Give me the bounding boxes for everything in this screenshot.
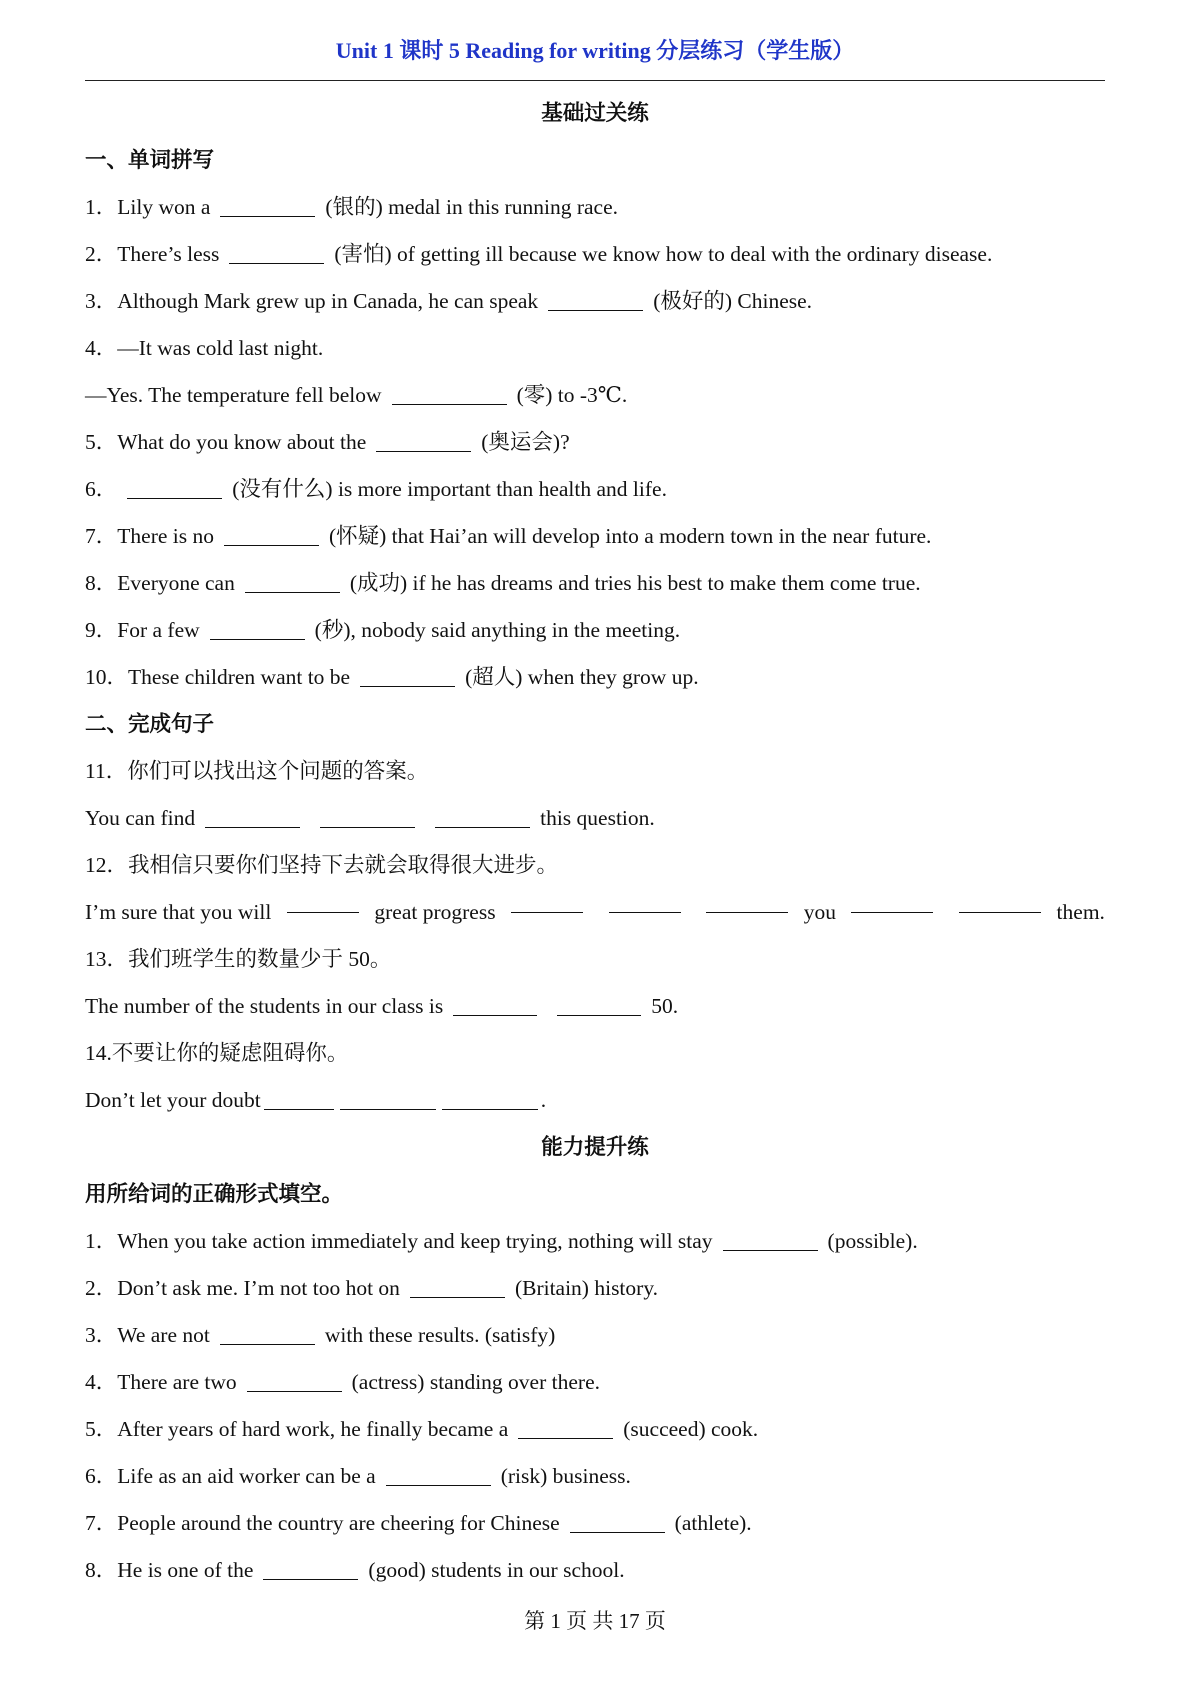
question-text: . [540,1088,547,1112]
question-number: 6． [85,1464,118,1488]
question-text: (actress) standing over there. [351,1370,600,1394]
question-text: this question. [540,806,655,830]
question-text: There’s less [117,242,220,266]
section-title-basic: 基础过关练 [541,101,649,125]
question-text: After years of hard work, he finally became a [117,1417,509,1441]
question-number: 7． [85,1511,118,1535]
question-number: 1． [85,195,118,219]
question-text: them. [1056,900,1105,924]
part3-heading: 用所给词的正确形式填空。 [85,1182,344,1206]
worksheet-body [85,90,1105,1594]
question-p2-11-cn [85,748,1105,795]
question-text: Everyone can [117,571,235,595]
answer-blank[interactable] [723,1227,818,1251]
question-p1-5 [85,419,1105,466]
chinese-prompt: 你们可以找出这个问题的答案。 [127,759,429,783]
question-text: For a few [117,618,200,642]
question-text: There are two [117,1370,237,1394]
question-text: Life as an aid worker can be a [117,1464,376,1488]
answer-blank[interactable] [264,1086,334,1110]
question-number: 1． [85,1229,118,1253]
answer-blank[interactable] [851,889,933,913]
question-p3-7 [85,1500,1105,1547]
question-number: 5． [85,1417,118,1441]
question-p3-3 [85,1312,1105,1359]
question-text: (极好的) Chinese. [653,289,813,313]
question-text: When you take action immediately and keep trying, nothing will stay [117,1229,713,1253]
answer-blank[interactable] [127,475,222,499]
question-p2-12-cn [85,842,1105,889]
question-p2-13-en [85,983,1105,1030]
document-title: Unit 1 课时 5 Reading for writing 分层练习（学生版） [335,38,855,63]
question-text: —It was cold last night. [117,336,324,360]
question-text: (Britain) history. [514,1276,659,1300]
question-text: We are not [117,1323,210,1347]
section-title-advanced: 能力提升练 [541,1135,649,1159]
answer-blank[interactable] [210,616,305,640]
answer-blank[interactable] [360,663,455,687]
question-p2-14-cn [85,1030,1105,1077]
question-number: 6． [85,477,118,501]
chinese-prompt: 我相信只要你们坚持下去就会取得很大进步。 [128,853,559,877]
question-number: 11． [85,759,128,783]
question-p3-1 [85,1218,1105,1265]
question-text: (succeed) cook. [623,1417,759,1441]
question-text: (athlete). [674,1511,752,1535]
question-p1-8 [85,560,1105,607]
question-number: 7． [85,524,118,548]
question-text: Don’t let your doubt [85,1088,261,1112]
question-text: with these results. (satisfy) [324,1323,556,1347]
answer-blank[interactable] [435,804,530,828]
answer-blank[interactable] [340,1086,436,1110]
question-number: 14. [85,1041,112,1065]
question-number: 4． [85,336,118,360]
question-text: (超人) when they grow up. [465,665,699,689]
question-text: I’m sure that you will [85,900,272,924]
question-p1-1 [85,184,1105,231]
question-text: (银的) medal in this running race. [325,195,618,219]
question-text: Lily won a [117,195,211,219]
question-number: 8． [85,571,118,595]
answer-blank[interactable] [205,804,300,828]
answer-blank[interactable] [320,804,415,828]
question-p1-2 [85,231,1105,278]
question-p3-4 [85,1359,1105,1406]
question-text: (怀疑) that Hai’an will develop into a modern town in the near future. [328,524,932,548]
answer-blank[interactable] [263,1556,358,1580]
question-text: you [803,900,836,924]
answer-blank[interactable] [557,992,641,1016]
answer-blank[interactable] [609,889,681,913]
answer-blank[interactable] [548,287,643,311]
question-text: (害怕) of getting ill because we know how to deal with the ordinary disease. [334,242,993,266]
question-p1-9 [85,607,1105,654]
question-number: 3． [85,1323,118,1347]
chinese-prompt: 我们班学生的数量少于 50。 [128,947,392,971]
question-text: —Yes. The temperature fell below [85,383,382,407]
question-text: (没有什么) is more important than health and life. [232,477,667,501]
question-number: 3． [85,289,118,313]
answer-blank[interactable] [220,1321,315,1345]
answer-blank[interactable] [392,381,507,405]
question-text: Although Mark grew up in Canada, he can speak [117,289,539,313]
answer-blank[interactable] [706,889,788,913]
question-text: There is no [117,524,214,548]
question-text: (成功) if he has dreams and tries his best to make them come true. [349,571,921,595]
question-number: 2． [85,1276,118,1300]
question-number: 5． [85,430,118,454]
question-p1-4-reply [85,372,1105,419]
answer-blank[interactable] [386,1462,491,1486]
question-p3-8 [85,1547,1105,1594]
answer-blank[interactable] [376,428,471,452]
answer-blank[interactable] [287,889,359,913]
question-text: (零) to -3℃. [516,383,628,407]
answer-blank[interactable] [245,569,340,593]
question-p2-12-en [85,889,1105,936]
chinese-prompt: 不要让你的疑虑阻碍你。 [111,1041,349,1065]
question-p1-10 [85,654,1105,701]
question-number: 9． [85,618,118,642]
answer-blank[interactable] [518,1415,613,1439]
question-number: 2． [85,242,118,266]
question-text: (秒), nobody said anything in the meeting. [314,618,681,642]
question-p1-3 [85,278,1105,325]
answer-blank[interactable] [220,193,315,217]
question-text: What do you know about the [117,430,367,454]
question-number: 10． [85,665,129,689]
answer-blank[interactable] [247,1368,342,1392]
question-number: 12． [85,853,129,877]
part2-heading: 二、完成句子 [85,712,215,736]
question-text: He is one of the [117,1558,254,1582]
answer-blank[interactable] [959,889,1041,913]
question-p3-5 [85,1406,1105,1453]
question-p1-6 [85,466,1105,513]
question-p3-6 [85,1453,1105,1500]
question-p2-13-cn [85,936,1105,983]
question-text: (risk) business. [500,1464,631,1488]
answer-blank[interactable] [410,1274,505,1298]
question-p1-7 [85,513,1105,560]
question-p3-2 [85,1265,1105,1312]
header-divider [85,80,1105,81]
question-number: 13． [85,947,129,971]
question-p2-14-en [85,1077,1105,1124]
question-text: (奥运会)? [481,430,570,454]
answer-blank[interactable] [511,889,583,913]
question-text: (possible). [827,1229,918,1253]
answer-blank[interactable] [229,240,324,264]
question-number: 4． [85,1370,118,1394]
part1-heading: 一、单词拼写 [85,148,215,172]
question-text: People around the country are cheering for Chinese [117,1511,560,1535]
page-number: 第 1 页 共 17 页 [524,1609,666,1633]
question-text: great progress [374,900,496,924]
question-p1-4 [85,325,1105,372]
answer-blank[interactable] [224,522,319,546]
question-number: 8． [85,1558,118,1582]
question-p2-11-en [85,795,1105,842]
question-text: You can find [85,806,196,830]
answer-blank[interactable] [570,1509,665,1533]
question-text: 50. [651,994,679,1018]
question-text: (good) students in our school. [368,1558,625,1582]
question-text: These children want to be [128,665,351,689]
answer-blank[interactable] [453,992,537,1016]
question-text: The number of the students in our class is [85,994,444,1018]
question-text: Don’t ask me. I’m not too hot on [117,1276,400,1300]
answer-blank[interactable] [442,1086,538,1110]
